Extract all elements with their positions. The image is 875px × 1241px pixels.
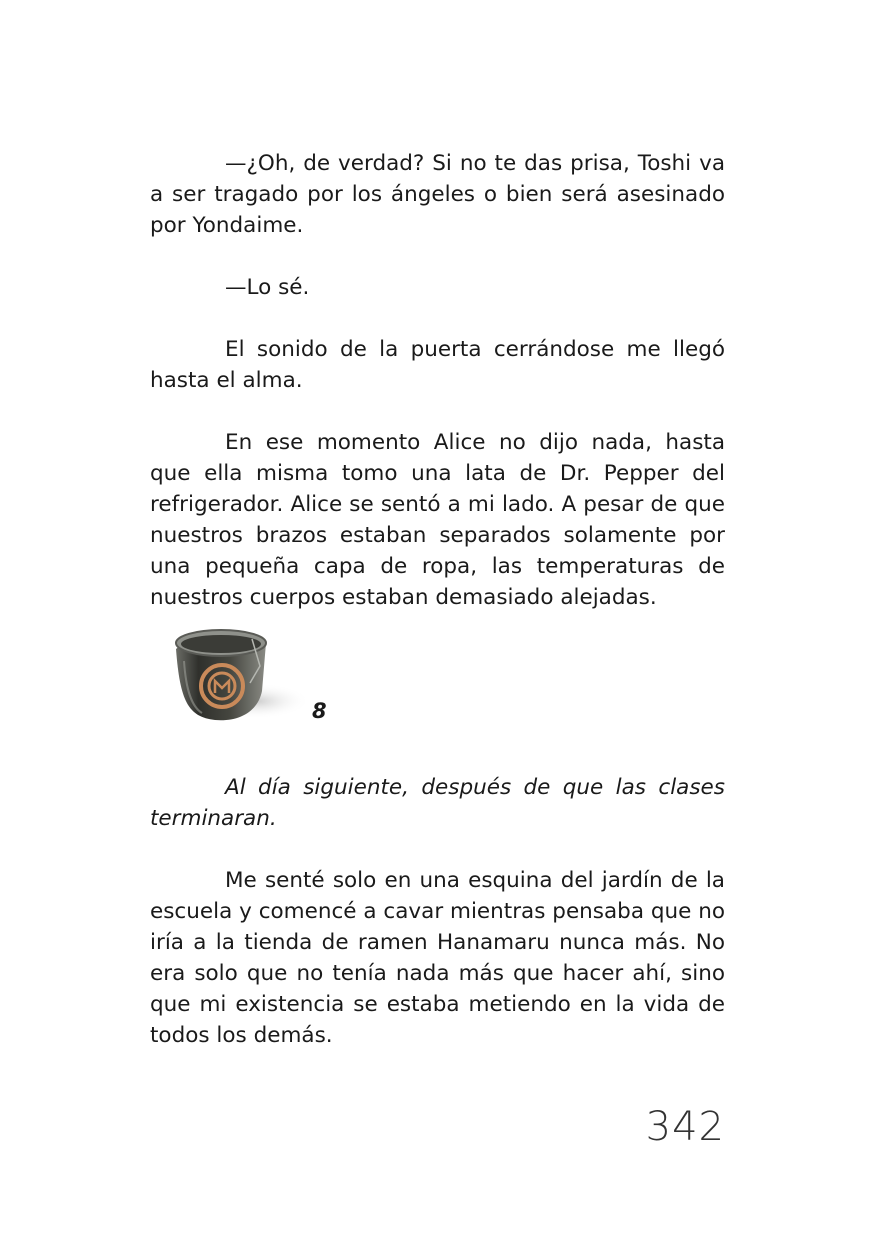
paragraph-4: En ese momento Alice no dijo nada, hasta que ella misma tomo una lata de Dr. Pepper del refrigerador. Alice se sentó a mi lado. A pesar de que nuestros brazos estaban separados solamente por una pequeña capa de ropa, las temperaturas de nuestros cuerpos estaban demasiado alejadas. — [150, 430, 725, 610]
paragraph-3: El sonido de la puerta cerrándose me llegó hasta el alma. — [150, 337, 725, 393]
paragraph-5: Al día siguiente, después de que las clases terminaran. — [150, 775, 725, 831]
page-number: 342 — [645, 1104, 725, 1150]
paragraph-2: —Lo sé. — [225, 275, 310, 300]
crushed-can-icon — [170, 621, 310, 726]
paragraph-1: —¿Oh, de verdad? Si no te das prisa, Toshi va a ser tragado por los ángeles o bien será asesinado por Yondaime. — [150, 151, 725, 238]
page-body — [150, 148, 725, 1051]
paragraph-6: Me senté solo en una esquina del jardín de la escuela y comencé a cavar mientras pensaba que no iría a la tienda de ramen Hanamaru nunca más. No era solo que no tenía nada más que hacer ahí, sino que mi existencia se estaba metiendo en la vida de todos los demás. — [150, 868, 725, 1048]
scene-break-ornament — [150, 621, 725, 739]
scene-break-number: 8 — [312, 699, 327, 723]
